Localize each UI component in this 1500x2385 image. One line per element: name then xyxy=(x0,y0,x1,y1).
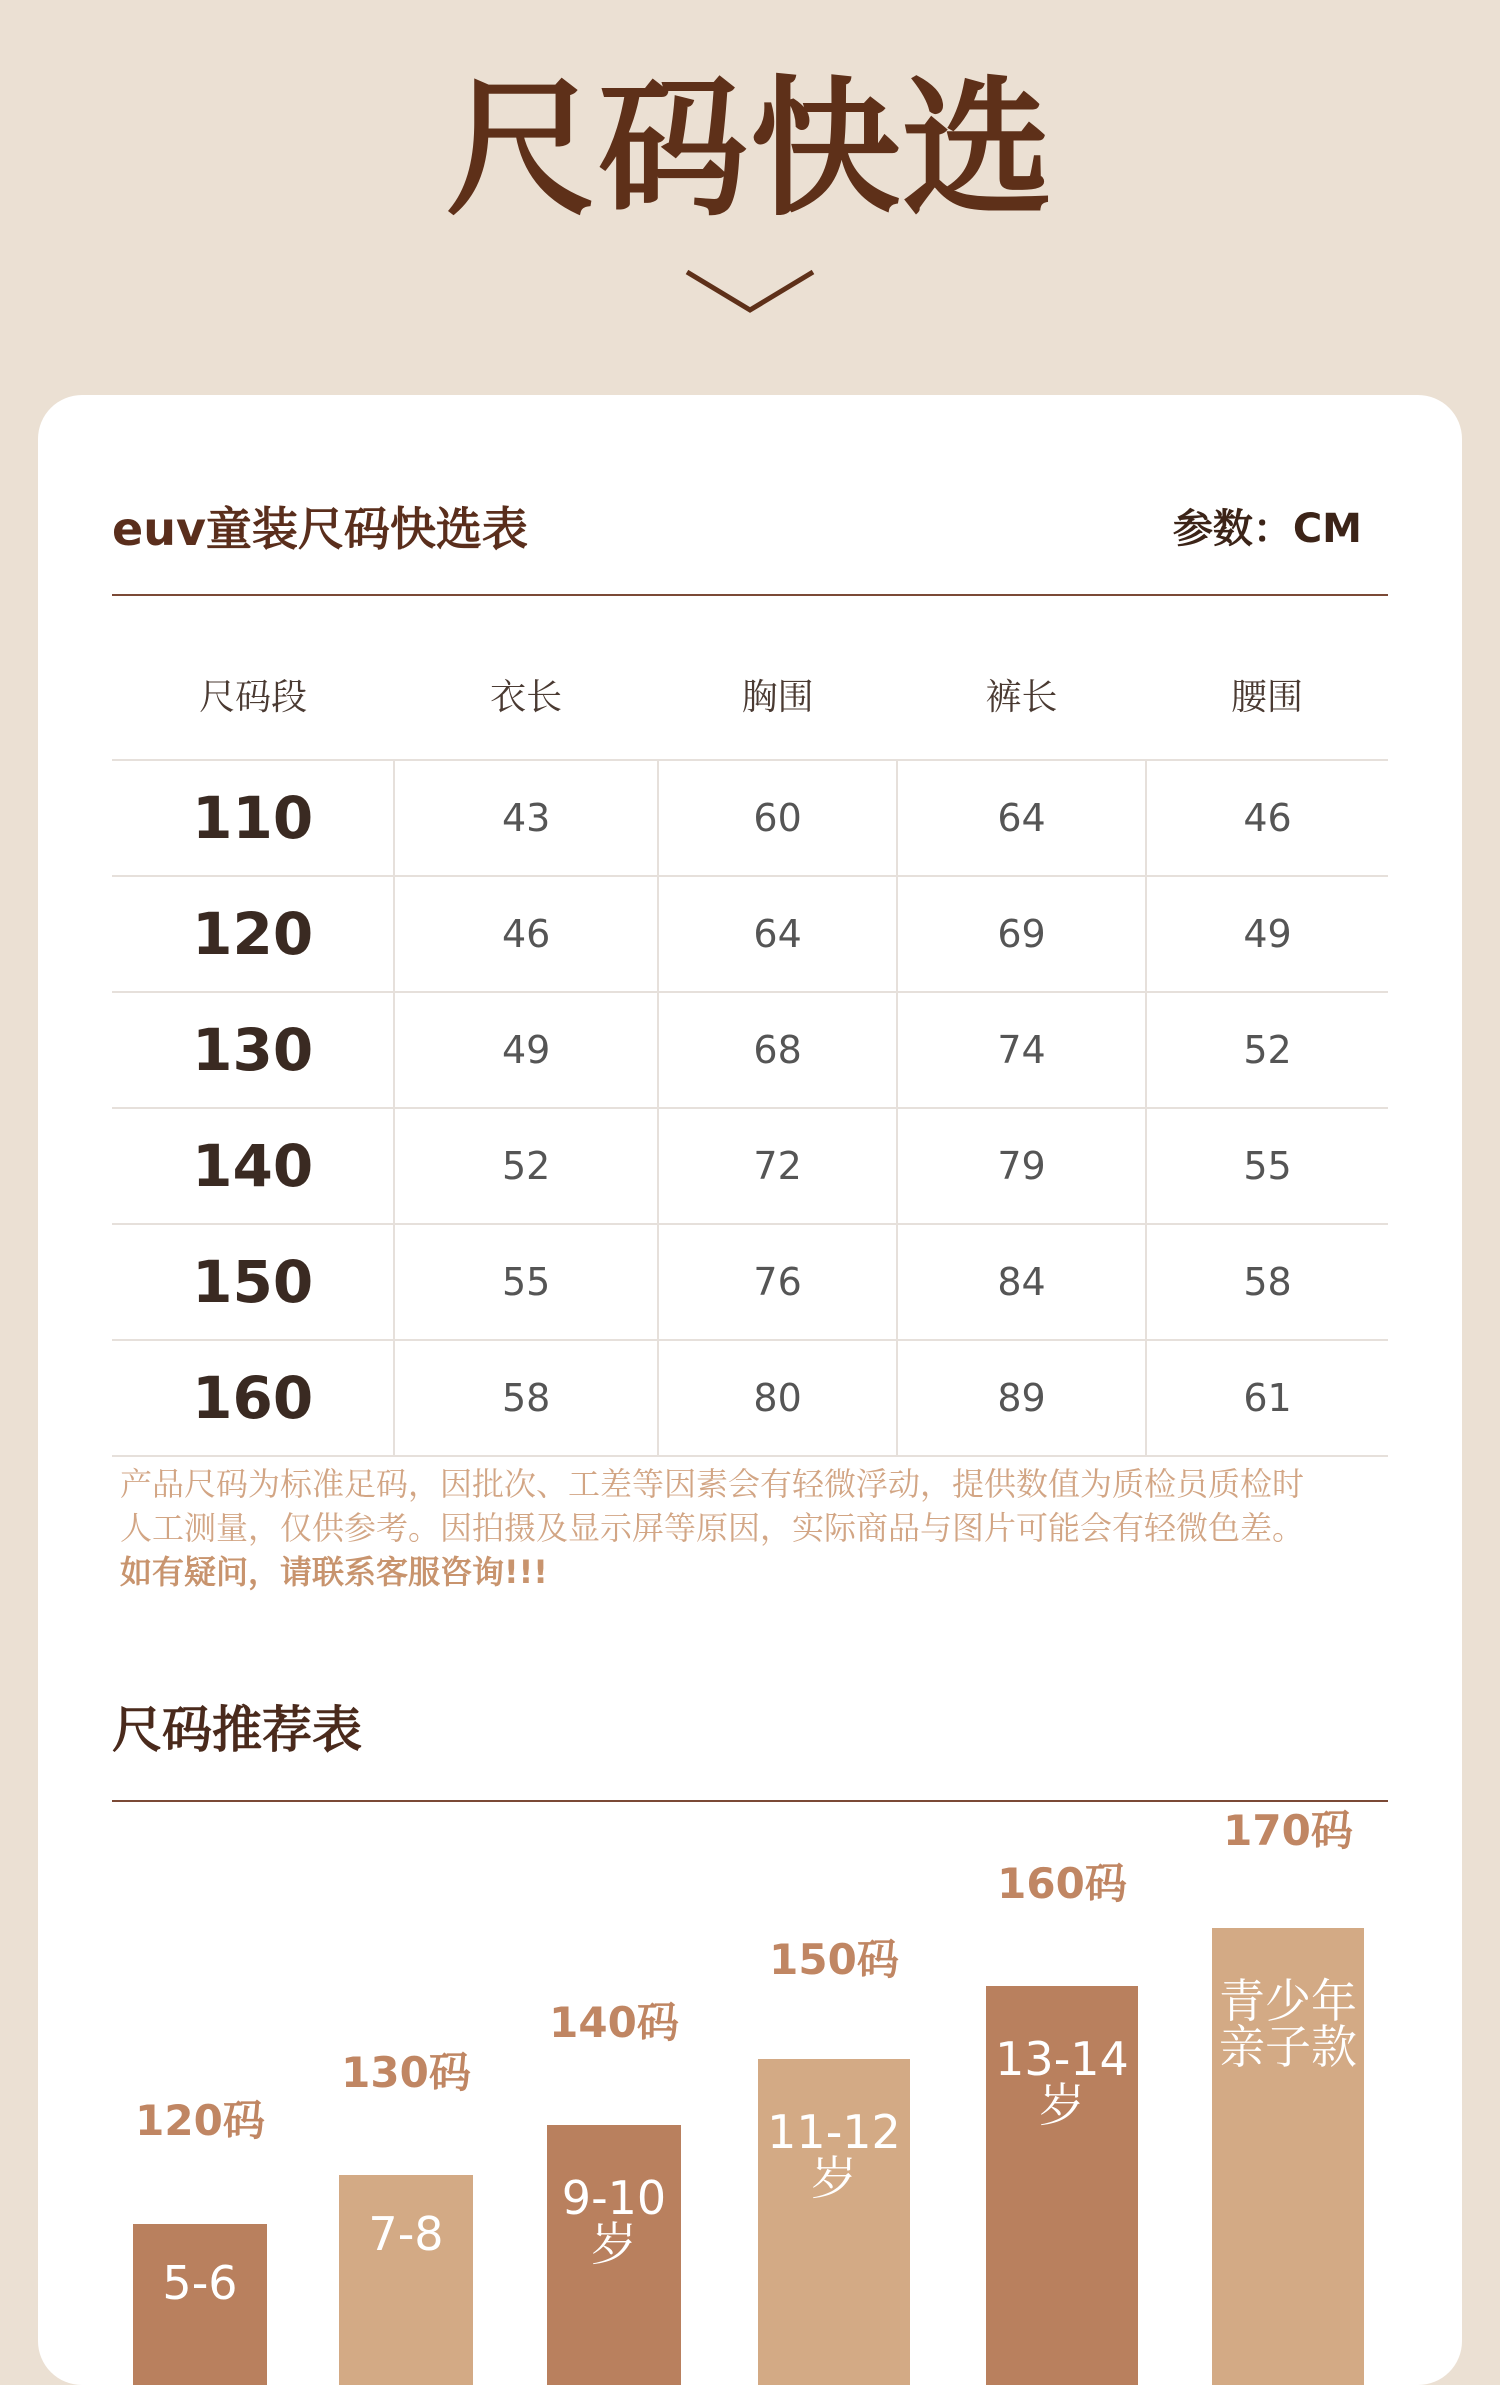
bar-age-label: 7-8 xyxy=(368,2207,444,2261)
recommend-title: 尺码推荐表 xyxy=(112,1701,362,1759)
header-pants: 裤长 xyxy=(897,630,1146,760)
table-header-row xyxy=(112,630,1388,760)
size-cell: 120 xyxy=(112,876,394,992)
recommend-bar xyxy=(758,2059,910,2385)
size-cell: 160 xyxy=(112,1340,394,1456)
unit-label: 参数：CM xyxy=(1172,506,1362,552)
chevron-down-icon xyxy=(683,268,817,314)
bar-age-label: 13-14岁 xyxy=(995,2032,1129,2132)
value-cell: 79 xyxy=(897,1108,1146,1224)
value-cell: 64 xyxy=(897,760,1146,876)
value-cell: 58 xyxy=(394,1340,658,1456)
table-row xyxy=(112,992,1388,1108)
bar-size-label: 130码 xyxy=(341,2048,471,2097)
bar-size-label: 170码 xyxy=(1223,1806,1353,1855)
value-cell: 80 xyxy=(658,1340,897,1456)
bar-age-label: 11-12岁 xyxy=(767,2105,901,2205)
value-cell: 72 xyxy=(658,1108,897,1224)
value-cell: 74 xyxy=(897,992,1146,1108)
table-row xyxy=(112,876,1388,992)
value-cell: 49 xyxy=(1146,876,1388,992)
recommend-bar xyxy=(133,2224,267,2385)
note-line-3: 如有疑问，请联系客服咨询!!! xyxy=(120,1553,548,1591)
table-row xyxy=(112,1108,1388,1224)
value-cell: 89 xyxy=(897,1340,1146,1456)
bar-age-label: 5-6 xyxy=(162,2256,238,2310)
bar-age-label: 9-10岁 xyxy=(561,2171,667,2271)
recommend-bar xyxy=(547,2125,681,2385)
table-row xyxy=(112,1224,1388,1340)
bar-size-label: 140码 xyxy=(549,1998,679,2047)
value-cell: 68 xyxy=(658,992,897,1108)
size-cell: 130 xyxy=(112,992,394,1108)
recommend-bar xyxy=(1212,1928,1364,2385)
value-cell: 64 xyxy=(658,876,897,992)
header-chest: 胸围 xyxy=(658,630,897,760)
value-cell: 46 xyxy=(394,876,658,992)
size-cell: 150 xyxy=(112,1224,394,1340)
value-cell: 52 xyxy=(1146,992,1388,1108)
value-cell: 55 xyxy=(394,1224,658,1340)
value-cell: 43 xyxy=(394,760,658,876)
size-cell: 110 xyxy=(112,760,394,876)
title-divider xyxy=(112,594,1388,596)
recommend-bar xyxy=(986,1986,1138,2385)
hero-title: 尺码快选 xyxy=(445,63,1054,237)
header-size: 尺码段 xyxy=(112,630,394,760)
value-cell: 69 xyxy=(897,876,1146,992)
note-line-1: 产品尺码为标准足码，因批次、工差等因素会有轻微浮动，提供数值为质检员质检时 xyxy=(120,1465,1305,1503)
bar-size-label: 120码 xyxy=(135,2096,265,2145)
size-note xyxy=(120,1462,1410,1594)
header-length: 衣长 xyxy=(394,630,658,760)
size-card xyxy=(38,395,1462,2385)
value-cell: 61 xyxy=(1146,1340,1388,1456)
value-cell: 58 xyxy=(1146,1224,1388,1340)
bar-age-label: 青少年亲子款 xyxy=(1219,1974,1357,2074)
size-table xyxy=(112,630,1388,1457)
size-cell: 140 xyxy=(112,1108,394,1224)
value-cell: 46 xyxy=(1146,760,1388,876)
card-title: euv童装尺码快选表 xyxy=(112,502,528,556)
value-cell: 76 xyxy=(658,1224,897,1340)
note-line-2: 人工测量，仅供参考。因拍摄及显示屏等原因，实际商品与图片可能会有轻微色差。 xyxy=(120,1509,1305,1547)
value-cell: 52 xyxy=(394,1108,658,1224)
bar-size-label: 150码 xyxy=(769,1935,899,1984)
table-row xyxy=(112,760,1388,876)
value-cell: 55 xyxy=(1146,1108,1388,1224)
value-cell: 84 xyxy=(897,1224,1146,1340)
bar-size-label: 160码 xyxy=(997,1859,1127,1908)
value-cell: 60 xyxy=(658,760,897,876)
value-cell: 49 xyxy=(394,992,658,1108)
table-row xyxy=(112,1340,1388,1456)
recommend-bar xyxy=(339,2175,473,2385)
header-waist: 腰围 xyxy=(1146,630,1388,760)
